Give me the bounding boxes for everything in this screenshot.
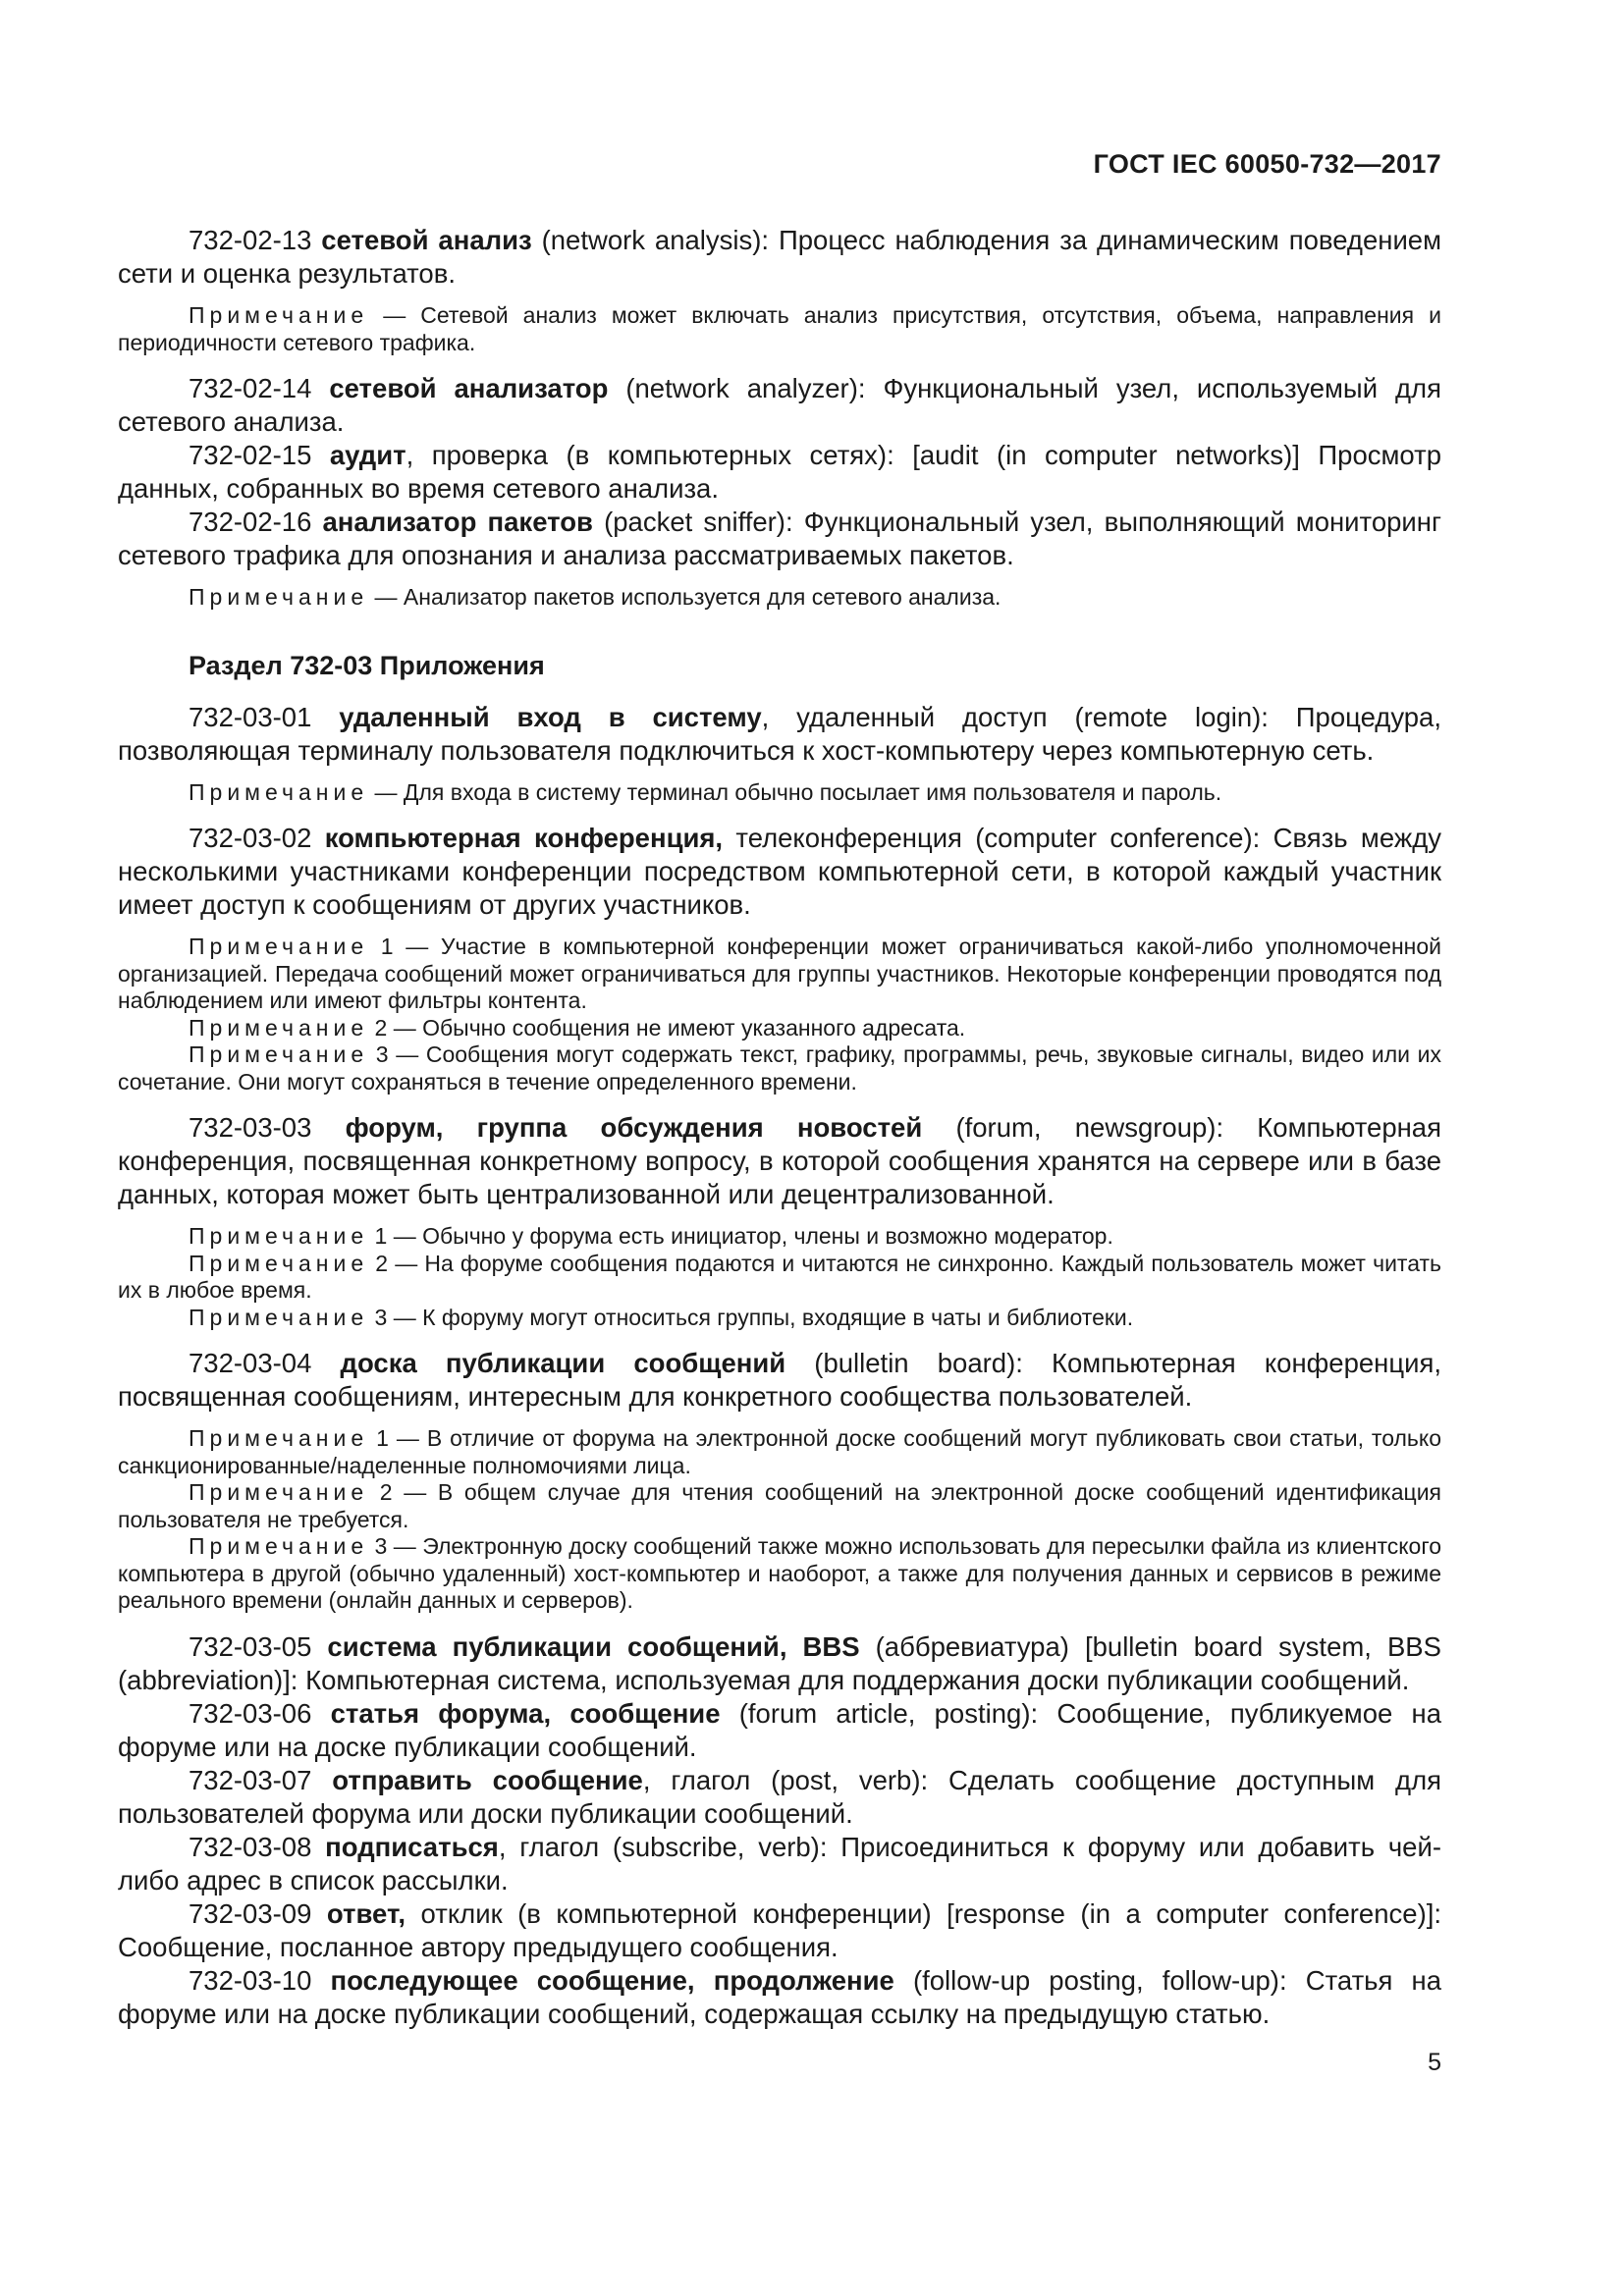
standard-designation: ГОСТ IEC 60050-732—2017 bbox=[1093, 149, 1441, 179]
entry-number: 732-03-04 bbox=[189, 1348, 312, 1378]
term-entry bbox=[118, 372, 1441, 439]
note-number: 2 bbox=[368, 1014, 388, 1041]
note-text: Участие в компьютерной конференции может ограничиваться какой-либо уполномоченной организацией. Передача сообщений может ограничиваться для группы участников. Некоторые конференции проводятся под наблюдением или имеют фильтры контента. bbox=[118, 934, 1442, 1013]
note-label: Примечание bbox=[189, 778, 369, 805]
term-entry bbox=[118, 439, 1441, 506]
entry-term: сетевой анализ bbox=[321, 225, 532, 255]
entry-number: 732-02-14 bbox=[189, 373, 312, 403]
entry-definition: , глагол (subscribe, verb): Присоединиться к форуму или добавить чей-либо адрес в список рассылки. bbox=[118, 1831, 1441, 1896]
entry-term: компьютерная конференция, bbox=[324, 823, 724, 853]
entry-term: аудит bbox=[329, 440, 406, 470]
note-text: Для входа в систему терминал обычно посылает имя пользователя и пароль. bbox=[403, 778, 1222, 805]
entry-definition: (packet sniffer): Функциональный узел, выполняющий мониторинг сетевого трафика для опознания и анализа рассматриваемых пакетов. bbox=[118, 507, 1441, 570]
note-number: 2 bbox=[368, 1479, 393, 1505]
page-number: 5 bbox=[1428, 2049, 1441, 2076]
entry-number: 732-03-01 bbox=[189, 701, 312, 732]
entry-number: 732-03-08 bbox=[189, 1831, 312, 1862]
note: Примечание — Для входа в систему терминал обычно посылает имя пользователя и пароль. bbox=[189, 778, 1222, 805]
note-text: Анализатор пакетов используется для сетевого анализа. bbox=[403, 584, 1001, 610]
entry-term: система публикации сообщений, BBS bbox=[327, 1630, 860, 1662]
term-entry bbox=[118, 701, 1441, 768]
entry-definition: отклик (в компьютерной конференции) [response (in a computer conference)]: Сообщение, посланное автору предыдущего сообщения. bbox=[118, 1897, 1442, 1962]
entry-number: 732-02-16 bbox=[189, 507, 312, 537]
entry-term: доска публикации сообщений bbox=[340, 1348, 786, 1378]
note-label: Примечание bbox=[189, 934, 369, 959]
note-label: Примечание bbox=[189, 1223, 369, 1249]
note-number: 1 bbox=[368, 934, 394, 959]
note: Примечание 1 — В отличие от форума на электронной доске сообщений могут публиковать свои статьи, только санкционированные/наделенные полномочиями лица. bbox=[118, 1425, 1441, 1478]
note-text: К форуму могут относиться группы, входящие в чаты и библиотеки. bbox=[422, 1304, 1134, 1330]
notes-group bbox=[118, 1223, 1441, 1331]
entry-number: 732-03-02 bbox=[189, 823, 312, 853]
section-heading: Раздел 732-03 Приложения bbox=[189, 650, 545, 680]
term-entry bbox=[118, 1764, 1441, 1831]
document-body bbox=[118, 224, 1441, 2031]
note: Примечание — Анализатор пакетов используется для сетевого анализа. bbox=[189, 584, 1001, 610]
note-text: В отличие от форума на электронной доске сообщений могут публиковать свои статьи, только санкционированные/наделенные полномочиями лица. bbox=[118, 1425, 1441, 1478]
entry-definition: , глагол (post, verb): Сделать сообщение доступным для пользователей форума или доски публикации сообщений. bbox=[118, 1764, 1442, 1829]
entry-number: 732-03-10 bbox=[189, 1964, 312, 1996]
entry-definition: (forum, newsgroup): Компьютерная конференция, посвященная конкретному вопросу, в которой сообщения хранятся на сервере или в базе данных, которая может быть централизованной или децентрализованной. bbox=[118, 1112, 1441, 1209]
entry-number: 732-03-03 bbox=[189, 1112, 312, 1143]
note-text: В общем случае для чтения сообщений на электронной доске сообщений идентификация пользователя не требуется. bbox=[118, 1479, 1442, 1532]
entry-term: форум, группа обсуждения новостей bbox=[345, 1112, 923, 1143]
note-number: 3 bbox=[368, 1041, 389, 1067]
entry-number: 732-03-06 bbox=[189, 1697, 312, 1729]
note: Примечание 3 — Сообщения могут содержать текст, графику, программы, речь, звуковые сигналы, видео или их сочетание. Они могут сохраняться в течение определенного времени. bbox=[118, 1041, 1442, 1095]
note: Примечание 1 — Участие в компьютерной конференции может ограничиваться какой-либо уполномоченной организацией. Передача сообщений может ограничиваться для группы участников. Некоторые конференции проводятся под наблюдением или имеют фильтры контента. bbox=[118, 934, 1442, 1013]
term-entry bbox=[118, 1630, 1441, 1697]
entry-term: отправить сообщение bbox=[332, 1764, 643, 1795]
entry-term: подписаться bbox=[325, 1831, 499, 1862]
note-text: Сетевой анализ может включать анализ присутствия, отсутствия, объема, направления и периодичности сетевого трафика. bbox=[118, 302, 1442, 355]
note-label: Примечание bbox=[189, 1041, 369, 1067]
note-number: 2 bbox=[368, 1250, 389, 1276]
note-label: Примечание bbox=[189, 302, 369, 328]
note: Примечание 3 — Электронную доску сообщений также можно использовать для пересылки файла из клиентского компьютера в другой (обычно удаленный) хост-компьютер и наоборот, а также для получения данных и сервисов в режиме реального времени (онлайн данных и серверов). bbox=[118, 1533, 1442, 1613]
note-number: 1 bbox=[368, 1425, 389, 1451]
note-text: Обычно у форума есть инициатор, члены и возможно модератор. bbox=[422, 1223, 1113, 1249]
note-number: 3 bbox=[368, 1533, 388, 1559]
note-label: Примечание bbox=[189, 584, 369, 610]
term-entry bbox=[118, 1964, 1441, 2031]
entry-term: последующее сообщение, продолжение bbox=[330, 1964, 894, 1996]
note-label: Примечание bbox=[189, 1304, 369, 1330]
term-entry bbox=[118, 1831, 1441, 1897]
note-label: Примечание bbox=[189, 1425, 369, 1451]
notes-group bbox=[118, 584, 1441, 612]
entry-definition: телеконференция (computer conference): Связь между несколькими участниками конференции посредством компьютерной сети, в которой каждый участник имеет доступ к сообщениям от других участников. bbox=[118, 823, 1442, 920]
entry-definition: (network analyzer): Функциональный узел, используемый для сетевого анализа. bbox=[118, 373, 1441, 437]
entry-definition: , проверка (в компьютерных сетях): [audit (in computer networks)] Просмотр данных, собранных во время сетевого анализа. bbox=[118, 440, 1442, 504]
entry-term: анализатор пакетов bbox=[322, 507, 593, 537]
term-entry bbox=[118, 822, 1441, 922]
entry-definition: (forum article, posting): Сообщение, публикуемое на форуме или на доске публикации сообщений. bbox=[118, 1697, 1442, 1762]
entry-definition: (аббревиатура) [bulletin board system, BBS (abbreviation)]: Компьютерная система, используемая для поддержания доски публикации сообщений. bbox=[118, 1630, 1441, 1695]
term-entry bbox=[118, 506, 1441, 572]
note-text: Сообщения могут содержать текст, графику, программы, речь, звуковые сигналы, видео или их сочетание. Они могут сохраняться в течение определенного времени. bbox=[118, 1041, 1442, 1095]
entry-term: удаленный вход в систему bbox=[339, 701, 762, 732]
note-text: На форуме сообщения подаются и читаются не синхронно. Каждый пользователь может читать их в любое время. bbox=[118, 1250, 1442, 1303]
notes-group bbox=[118, 934, 1441, 1095]
note: Примечание — Сетевой анализ может включать анализ присутствия, отсутствия, объема, направления и периодичности сетевого трафика. bbox=[118, 302, 1442, 355]
note-label: Примечание bbox=[189, 1014, 369, 1041]
note-text: Электронную доску сообщений также можно использовать для пересылки файла из клиентского компьютера в другой (обычно удаленный) хост-компьютер и наоборот, а также для получения данных и сервисов в режиме реального времени (онлайн данных и серверов). bbox=[118, 1533, 1442, 1613]
entry-definition: , удаленный доступ (remote login): Процедура, позволяющая терминалу пользователя подключиться к хост-компьютеру через компьютерную сеть. bbox=[118, 701, 1441, 766]
entry-number: 732-02-15 bbox=[189, 440, 312, 470]
term-entry bbox=[118, 224, 1441, 291]
note: Примечание 1 — Обычно у форума есть инициатор, члены и возможно модератор. bbox=[189, 1223, 1113, 1249]
entry-number: 732-03-09 bbox=[189, 1897, 312, 1929]
entry-number: 732-02-13 bbox=[189, 225, 312, 255]
entry-term: сетевой анализатор bbox=[329, 373, 609, 403]
entry-number: 732-03-07 bbox=[189, 1764, 312, 1795]
note-label: Примечание bbox=[189, 1479, 369, 1505]
entry-definition: (network analysis): Процесс наблюдения за динамическим поведением сети и оценка результатов. bbox=[118, 225, 1442, 289]
entry-term: статья форума, сообщение bbox=[330, 1697, 721, 1729]
note: Примечание 2 — В общем случае для чтения сообщений на электронной доске сообщений идентификация пользователя не требуется. bbox=[118, 1479, 1442, 1532]
note-label: Примечание bbox=[189, 1250, 369, 1276]
term-entry bbox=[118, 1347, 1441, 1414]
note-label: Примечание bbox=[189, 1533, 369, 1559]
entry-number: 732-03-05 bbox=[189, 1630, 312, 1662]
term-entry bbox=[118, 1111, 1441, 1211]
notes-group bbox=[118, 302, 1441, 356]
term-entry bbox=[118, 1897, 1441, 1964]
note: Примечание 3 — К форуму могут относиться группы, входящие в чаты и библиотеки. bbox=[189, 1304, 1134, 1330]
note: Примечание 2 — На форуме сообщения подаются и читаются не синхронно. Каждый пользователь может читать их в любое время. bbox=[118, 1250, 1442, 1303]
notes-group bbox=[118, 779, 1441, 807]
note: Примечание 2 — Обычно сообщения не имеют указанного адресата. bbox=[189, 1014, 966, 1041]
entry-term: ответ, bbox=[326, 1897, 406, 1929]
note-text: Обычно сообщения не имеют указанного адресата. bbox=[422, 1014, 966, 1041]
note-number: 3 bbox=[368, 1304, 388, 1330]
notes-group bbox=[118, 1425, 1441, 1615]
entry-definition: (follow-up posting, follow-up): Статья на форуме или на доске публикации сообщений, содержащая ссылку на предыдущую статью. bbox=[118, 1964, 1441, 2029]
entry-definition: (bulletin board): Компьютерная конференция, посвященная сообщениям, интересным для конкретного сообщества пользователей. bbox=[118, 1348, 1441, 1412]
term-entry bbox=[118, 1697, 1441, 1764]
note-number: 1 bbox=[368, 1223, 388, 1249]
